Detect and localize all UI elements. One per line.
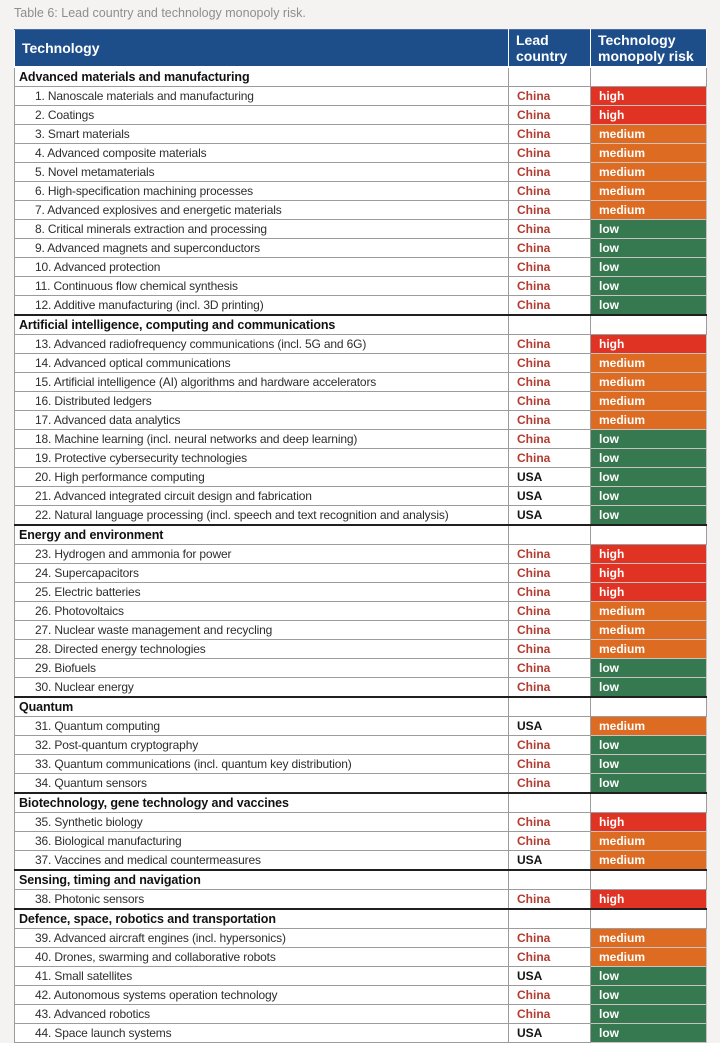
tech-row [15, 564, 707, 583]
technology-name: 24. Supercapacitors [15, 564, 509, 583]
tech-row [15, 430, 707, 449]
technology-name: 15. Artificial intelligence (AI) algorithms and hardware accelerators [15, 373, 509, 392]
tech-row [15, 640, 707, 659]
risk-badge: low [591, 430, 707, 449]
lead-country-value: China [509, 163, 591, 182]
lead-country-value: USA [509, 487, 591, 506]
tech-row [15, 967, 707, 986]
lead-country-value: China [509, 890, 591, 910]
tech-row [15, 832, 707, 851]
tech-row [15, 717, 707, 736]
technology-name: 2. Coatings [15, 106, 509, 125]
category-row [15, 525, 707, 545]
lead-country-value: China [509, 144, 591, 163]
tech-row [15, 948, 707, 967]
empty-lead-country-cell [509, 315, 591, 335]
category-row [15, 697, 707, 717]
lead-country-value: China [509, 755, 591, 774]
empty-risk-cell [591, 525, 707, 545]
tech-row [15, 258, 707, 277]
tech-row [15, 583, 707, 602]
lead-country-value: China [509, 392, 591, 411]
risk-badge: high [591, 87, 707, 106]
risk-badge: high [591, 564, 707, 583]
lead-country-value: China [509, 277, 591, 296]
risk-badge: medium [591, 411, 707, 430]
lead-country-value: China [509, 354, 591, 373]
technology-name: 4. Advanced composite materials [15, 144, 509, 163]
tech-row [15, 449, 707, 468]
tech-row [15, 392, 707, 411]
risk-badge: medium [591, 163, 707, 182]
col-header-technology: Technology [15, 30, 509, 68]
lead-country-value: China [509, 564, 591, 583]
risk-badge: medium [591, 948, 707, 967]
lead-country-value: China [509, 774, 591, 794]
technology-name: 18. Machine learning (incl. neural networks and deep learning) [15, 430, 509, 449]
technology-name: 11. Continuous flow chemical synthesis [15, 277, 509, 296]
technology-name: 44. Space launch systems [15, 1024, 509, 1043]
lead-country-value: China [509, 106, 591, 125]
tech-row [15, 1005, 707, 1024]
category-label: Biotechnology, gene technology and vaccines [15, 793, 509, 813]
risk-badge: medium [591, 354, 707, 373]
lead-country-value: China [509, 621, 591, 640]
lead-country-value: China [509, 87, 591, 106]
lead-country-value: China [509, 125, 591, 144]
technology-name: 16. Distributed ledgers [15, 392, 509, 411]
risk-badge: low [591, 986, 707, 1005]
lead-country-value: USA [509, 506, 591, 526]
technology-name: 36. Biological manufacturing [15, 832, 509, 851]
technology-name: 39. Advanced aircraft engines (incl. hypersonics) [15, 929, 509, 948]
tech-row [15, 678, 707, 698]
lead-country-value: China [509, 1005, 591, 1024]
tech-row [15, 774, 707, 794]
tech-row [15, 851, 707, 871]
technology-name: 32. Post-quantum cryptography [15, 736, 509, 755]
lead-country-value: China [509, 813, 591, 832]
technology-name: 20. High performance computing [15, 468, 509, 487]
category-row [15, 67, 707, 87]
col-header-monopoly-risk: Technology monopoly risk [591, 30, 707, 68]
tech-row [15, 125, 707, 144]
lead-country-value: China [509, 239, 591, 258]
tech-row [15, 736, 707, 755]
category-row [15, 315, 707, 335]
risk-badge: medium [591, 201, 707, 220]
risk-badge: low [591, 967, 707, 986]
technology-name: 29. Biofuels [15, 659, 509, 678]
lead-country-value: China [509, 373, 591, 392]
risk-badge: medium [591, 851, 707, 871]
technology-name: 33. Quantum communications (incl. quantum key distribution) [15, 755, 509, 774]
risk-badge: low [591, 487, 707, 506]
risk-badge: medium [591, 602, 707, 621]
lead-country-value: USA [509, 1024, 591, 1043]
technology-name: 8. Critical minerals extraction and processing [15, 220, 509, 239]
tech-row [15, 411, 707, 430]
tech-row [15, 487, 707, 506]
tech-row [15, 890, 707, 910]
technology-name: 30. Nuclear energy [15, 678, 509, 698]
risk-badge: low [591, 755, 707, 774]
technology-name: 14. Advanced optical communications [15, 354, 509, 373]
empty-risk-cell [591, 793, 707, 813]
technology-name: 21. Advanced integrated circuit design and fabrication [15, 487, 509, 506]
risk-badge: high [591, 335, 707, 354]
tech-row [15, 621, 707, 640]
risk-badge: low [591, 239, 707, 258]
empty-lead-country-cell [509, 909, 591, 929]
tech-row [15, 1024, 707, 1043]
technology-name: 35. Synthetic biology [15, 813, 509, 832]
risk-badge: low [591, 678, 707, 698]
empty-lead-country-cell [509, 697, 591, 717]
technology-name: 40. Drones, swarming and collaborative robots [15, 948, 509, 967]
lead-country-value: China [509, 832, 591, 851]
risk-badge: high [591, 106, 707, 125]
technology-name: 28. Directed energy technologies [15, 640, 509, 659]
risk-badge: medium [591, 144, 707, 163]
lead-country-value: China [509, 929, 591, 948]
technology-name: 42. Autonomous systems operation technology [15, 986, 509, 1005]
technology-name: 31. Quantum computing [15, 717, 509, 736]
risk-badge: low [591, 449, 707, 468]
risk-badge: low [591, 220, 707, 239]
tech-row [15, 335, 707, 354]
lead-country-value: China [509, 640, 591, 659]
technology-name: 41. Small satellites [15, 967, 509, 986]
risk-badge: low [591, 258, 707, 277]
empty-risk-cell [591, 870, 707, 890]
tech-row [15, 106, 707, 125]
empty-lead-country-cell [509, 793, 591, 813]
lead-country-value: China [509, 583, 591, 602]
table-caption: Table 6: Lead country and technology monopoly risk. [14, 6, 306, 20]
risk-badge: high [591, 890, 707, 910]
tech-row [15, 468, 707, 487]
risk-badge: low [591, 296, 707, 316]
lead-country-value: China [509, 948, 591, 967]
risk-badge: high [591, 545, 707, 564]
tech-row [15, 986, 707, 1005]
lead-country-value: China [509, 296, 591, 316]
tech-row [15, 929, 707, 948]
risk-badge: medium [591, 929, 707, 948]
technology-name: 17. Advanced data analytics [15, 411, 509, 430]
empty-risk-cell [591, 909, 707, 929]
tech-row [15, 201, 707, 220]
empty-risk-cell [591, 315, 707, 335]
tech-row [15, 373, 707, 392]
technology-name: 19. Protective cybersecurity technologies [15, 449, 509, 468]
risk-badge: medium [591, 832, 707, 851]
technology-name: 43. Advanced robotics [15, 1005, 509, 1024]
category-label: Energy and environment [15, 525, 509, 545]
risk-badge: low [591, 659, 707, 678]
risk-badge: medium [591, 373, 707, 392]
tech-row [15, 163, 707, 182]
tech-row [15, 239, 707, 258]
risk-badge: low [591, 468, 707, 487]
category-row [15, 793, 707, 813]
lead-country-value: USA [509, 717, 591, 736]
empty-risk-cell [591, 67, 707, 87]
category-label: Advanced materials and manufacturing [15, 67, 509, 87]
risk-badge: low [591, 774, 707, 794]
risk-badge: low [591, 1024, 707, 1043]
tech-row [15, 87, 707, 106]
lead-country-value: China [509, 449, 591, 468]
tech-row [15, 277, 707, 296]
category-row [15, 870, 707, 890]
tech-row [15, 296, 707, 316]
technology-name: 13. Advanced radiofrequency communications (incl. 5G and 6G) [15, 335, 509, 354]
lead-country-value: USA [509, 851, 591, 871]
technology-name: 27. Nuclear waste management and recycling [15, 621, 509, 640]
technology-name: 10. Advanced protection [15, 258, 509, 277]
lead-country-value: China [509, 258, 591, 277]
lead-country-value: China [509, 602, 591, 621]
lead-country-value: China [509, 545, 591, 564]
lead-country-value: USA [509, 468, 591, 487]
technology-name: 22. Natural language processing (incl. speech and text recognition and analysis) [15, 506, 509, 526]
lead-country-value: USA [509, 967, 591, 986]
category-row [15, 909, 707, 929]
risk-badge: low [591, 736, 707, 755]
risk-badge: low [591, 506, 707, 526]
technology-name: 6. High-specification machining processes [15, 182, 509, 201]
risk-badge: low [591, 1005, 707, 1024]
lead-country-value: China [509, 182, 591, 201]
category-label: Sensing, timing and navigation [15, 870, 509, 890]
header-row [15, 30, 707, 68]
risk-badge: high [591, 583, 707, 602]
tech-row [15, 220, 707, 239]
tech-row [15, 545, 707, 564]
lead-country-value: China [509, 986, 591, 1005]
technology-name: 37. Vaccines and medical countermeasures [15, 851, 509, 871]
technology-name: 1. Nanoscale materials and manufacturing [15, 87, 509, 106]
tech-row [15, 144, 707, 163]
technology-name: 7. Advanced explosives and energetic materials [15, 201, 509, 220]
lead-country-value: China [509, 220, 591, 239]
empty-risk-cell [591, 697, 707, 717]
lead-country-value: China [509, 335, 591, 354]
technology-name: 5. Novel metamaterials [15, 163, 509, 182]
lead-country-value: China [509, 430, 591, 449]
tech-row [15, 659, 707, 678]
risk-badge: medium [591, 717, 707, 736]
technology-name: 3. Smart materials [15, 125, 509, 144]
technology-monopoly-table [14, 29, 707, 1043]
technology-name: 9. Advanced magnets and superconductors [15, 239, 509, 258]
lead-country-value: China [509, 736, 591, 755]
tech-row [15, 813, 707, 832]
tech-row [15, 755, 707, 774]
risk-badge: low [591, 277, 707, 296]
tech-row [15, 506, 707, 526]
technology-name: 38. Photonic sensors [15, 890, 509, 910]
technology-name: 23. Hydrogen and ammonia for power [15, 545, 509, 564]
risk-badge: medium [591, 182, 707, 201]
category-label: Quantum [15, 697, 509, 717]
tech-row [15, 602, 707, 621]
technology-name: 26. Photovoltaics [15, 602, 509, 621]
risk-badge: medium [591, 640, 707, 659]
empty-lead-country-cell [509, 525, 591, 545]
lead-country-value: China [509, 659, 591, 678]
technology-name: 34. Quantum sensors [15, 774, 509, 794]
category-label: Defence, space, robotics and transportation [15, 909, 509, 929]
lead-country-value: China [509, 411, 591, 430]
technology-name: 25. Electric batteries [15, 583, 509, 602]
empty-lead-country-cell [509, 67, 591, 87]
tech-row [15, 182, 707, 201]
risk-badge: high [591, 813, 707, 832]
lead-country-value: China [509, 678, 591, 698]
tech-row [15, 354, 707, 373]
col-header-lead-country: Lead country [509, 30, 591, 68]
risk-badge: medium [591, 392, 707, 411]
category-label: Artificial intelligence, computing and communications [15, 315, 509, 335]
risk-badge: medium [591, 125, 707, 144]
lead-country-value: China [509, 201, 591, 220]
technology-name: 12. Additive manufacturing (incl. 3D printing) [15, 296, 509, 316]
empty-lead-country-cell [509, 870, 591, 890]
risk-badge: medium [591, 621, 707, 640]
